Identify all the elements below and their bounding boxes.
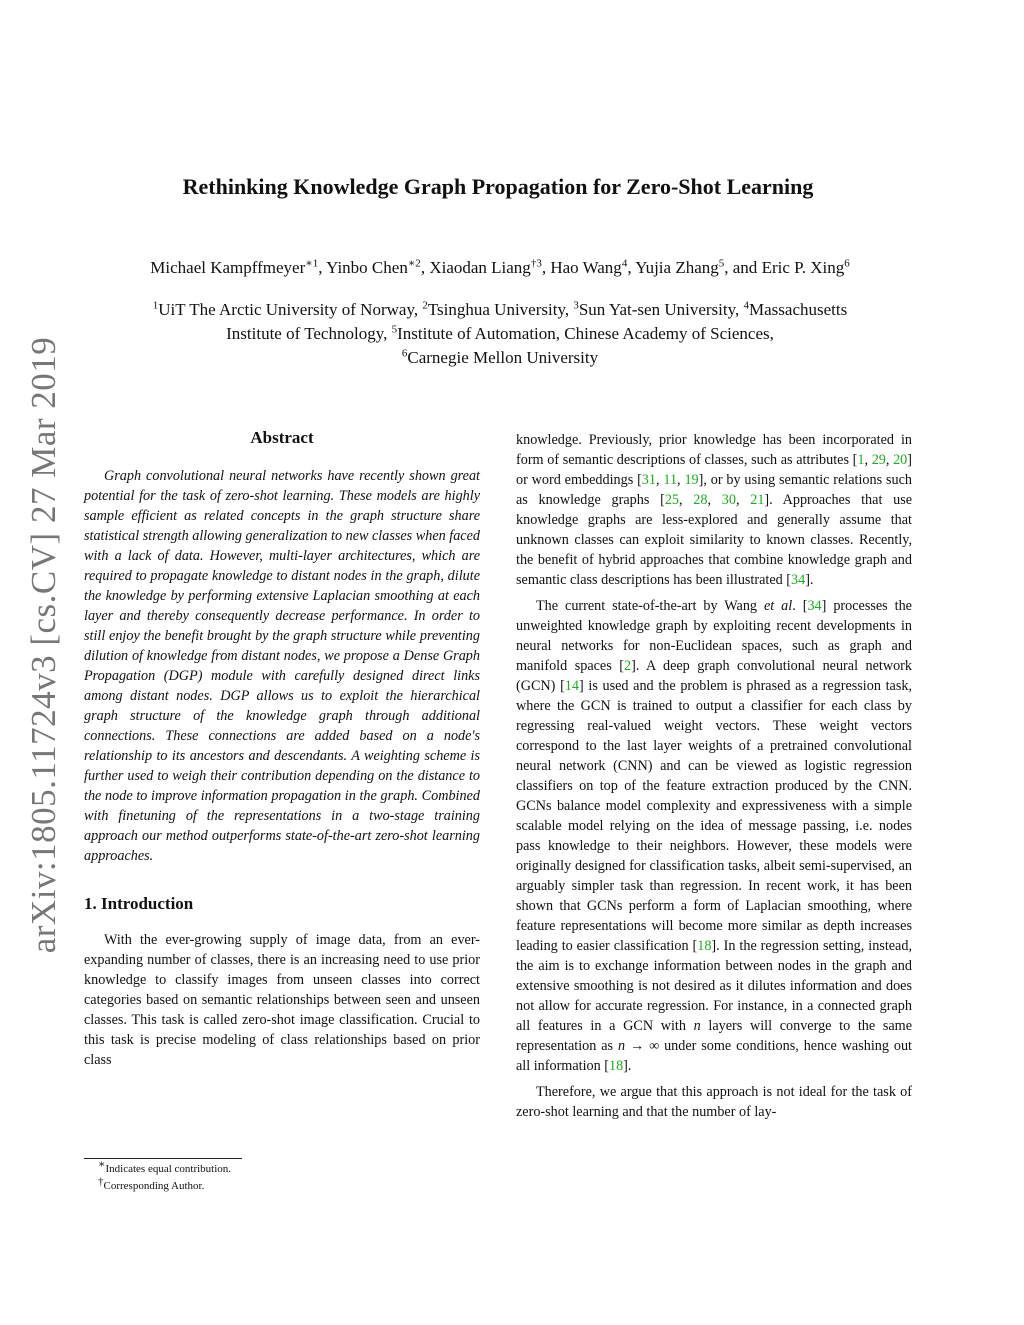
citation-link: 25 (664, 492, 679, 508)
affiliation-mark: 4 (743, 299, 749, 312)
affiliation-mark: 3 (573, 299, 579, 312)
author-affiliation-mark: 6 (844, 257, 850, 270)
italic-text: et al (763, 598, 793, 614)
intro-paragraph: knowledge. Previously, prior knowledge has been incorporated in form of semantic descriptions of classes, such as attributes [1, 29, 20] or word embeddings [31, 11, 19], or by using semantic relations such as knowledge graphs [25, 28, 30, 21]. Approaches that use knowledge graphs are less-explored and generally assume that unknown classes can exploit similarity to known classes. Recently, the benefit of hybrid approaches that combine knowledge graph and semantic class descriptions has been illustrated [34]. (516, 432, 913, 588)
affiliation-line (80, 322, 920, 346)
affiliation-name: Carnegie Mellon University (407, 348, 599, 367)
author-name: Xiaodan Liang (429, 258, 531, 277)
abstract-heading: Abstract (250, 428, 314, 447)
affiliation-line (80, 346, 920, 370)
citation-link: 34 (807, 598, 822, 614)
citation-link: 28 (693, 492, 708, 508)
author-name: Yinbo Chen (326, 258, 408, 277)
affiliation-name: UiT The Arctic University of Norway, (158, 300, 423, 319)
citation-link: 11 (663, 472, 678, 488)
right-column (516, 430, 912, 1128)
affiliation-name: Sun Yat-sen University, (578, 300, 744, 319)
citation-link: 31 (641, 472, 656, 488)
footnote (98, 1158, 232, 1178)
citation-link: 29 (871, 452, 886, 468)
author-affiliation-mark: 4 (621, 257, 628, 270)
citation-link: 1 (857, 452, 865, 468)
author-name: Michael Kampffmeyer (150, 258, 306, 277)
affiliation-mark: 6 (401, 347, 408, 360)
citation-link: 21 (750, 492, 765, 508)
affiliation-mark: 2 (422, 299, 428, 312)
abstract-text: Graph convolutional neural networks have recently shown great potential for the task of zero-shot learning. These models are highly sample efficient as related concepts in the graph structure share statistical strength allowing generalization to new classes when faced with a lack of data. However, multi-layer architectures, which are required to propagate knowledge to distant nodes in the graph, dilute the knowledge by performing extensive Laplacian smoothing at each layer and thereby consequently decrease performance. In order to still enjoy the benefit brought by the graph structure while preventing dilution of knowledge from distant nodes, we propose a Dense Graph Propagation (DGP) module with carefully designed direct links among distant nodes. DGP allows us to exploit the hierarchical graph structure of the knowledge graph through additional connections. These connections are added based on a node's relationship to its ancestors and descendants. A weighting scheme is further used to weigh their contribution depending on the distance to the node to improve information propagation in the graph. Combined with finetuning of the representations in a two-stage training approach our method outperforms state-of-the-art zero-shot learning approaches. (84, 468, 480, 864)
citation-link: 20 (893, 452, 908, 468)
affiliations (80, 298, 920, 370)
affiliation-mark: 5 (391, 323, 398, 336)
citation-link: 19 (684, 472, 699, 488)
author-affiliation-mark: ∗2 (407, 257, 421, 270)
author-affiliation-mark: †3 (530, 257, 542, 270)
author-name: Hao Wang (550, 258, 622, 277)
affiliation-name: Tsinghua University, (427, 300, 574, 319)
citation-link: 30 (721, 492, 736, 508)
citation-link: 18 (608, 1058, 624, 1074)
author-name: Eric P. Xing (761, 258, 845, 277)
affiliation-mark: 1 (152, 299, 159, 312)
arxiv-identifier: arXiv:1805.11724v3 [cs.CV] 27 Mar 2019 (24, 336, 63, 954)
affiliation-name: Institute of Automation, Chinese Academy of Sciences, (397, 324, 774, 343)
intro-paragraph: The current state-of-the-art by Wang et al. [34] processes the unweighted knowledge graph by exploiting recent developments in neural networks for non-Euclidean spaces, such as graph and manifold spaces [2]. A deep graph convolutional neural network (GCN) [14] is used and the problem is phrased as a regression task, where the GCN is trained to output a classifier for each class by regressing real-valued weight vectors. These weight vectors correspond to the last layer weights of a pretrained convolutional neural network (CNN) and can be viewed as logistic regression classifiers on top of the feature extraction produced by the CNN. GCNs balance model complexity and expressiveness with a simple scalable model relying on the idea of message passing, i.e. nodes pass knowledge to their neighbors. However, these models were originally designed for classification tasks, albeit semi-supervised, an arguably simpler task than regression. In recent work, it has been shown that GCNs perform a form of Laplacian smoothing, where feature representations will become more similar as depth increases leading to easier classification [18]. In the regression setting, instead, the aim is to exchange information between nodes in the graph and extensive smoothing is not desired as it dilutes information and does not allow for accurate regression. For instance, in a connected graph all features in a GCN with n layers will converge to the same representation as n → ∞ under some conditions, hence washing out all information [18]. (516, 598, 913, 1074)
footnote-text: Indicates equal contribution. (105, 1163, 232, 1175)
paper-title: Rethinking Knowledge Graph Propagation for Zero-Shot Learning (182, 174, 814, 199)
author-list: Michael Kampffmeyer$^{∗1}$, Yinbo Chen$^{∗2}$, Xiaodan Liang$^{\dagger 3}$, Hao Wang$^4$, Yujia Zhang$^5$, and Eric P. Xing$^6$ (150, 257, 850, 277)
citation-link: 2 (623, 658, 632, 674)
italic-text: n (617, 1038, 626, 1054)
intro-paragraph: With the ever-growing supply of image data, from an ever-expanding number of classes, there is an increasing need to use prior knowledge to classify images from unseen classes into correct categories based on semantic relationships between seen and unseen classes. This task is called zero-shot image classification. Crucial to this task is precise modeling of class relationships based on prior class (84, 932, 480, 1068)
footnote-divider (84, 1158, 242, 1159)
footnotes (98, 1158, 232, 1195)
footnote-text: Corresponding Author. (103, 1180, 205, 1192)
affiliation-name: Institute of Technology, (226, 324, 392, 343)
intro-paragraph: Therefore, we argue that this approach is not ideal for the task of zero-shot learning and that the number of lay- (516, 1084, 912, 1120)
italic-text: n (693, 1018, 701, 1034)
left-column (84, 428, 480, 1076)
affiliation-line (80, 298, 920, 322)
footnote-mark: † (98, 1175, 104, 1188)
author-affiliation-mark: ∗1 (305, 257, 319, 270)
citation-link: 18 (697, 938, 712, 954)
author-affiliation-mark: 5 (718, 257, 725, 270)
citation-link: 14 (564, 678, 579, 694)
author-name: Yujia Zhang (635, 258, 719, 277)
citation-link: 34 (791, 572, 806, 588)
section-heading-introduction: 1. Introduction (84, 894, 194, 913)
affiliation-name: Massachusetts (749, 300, 848, 319)
footnote (98, 1175, 231, 1195)
footnote-mark: ∗ (98, 1158, 106, 1171)
